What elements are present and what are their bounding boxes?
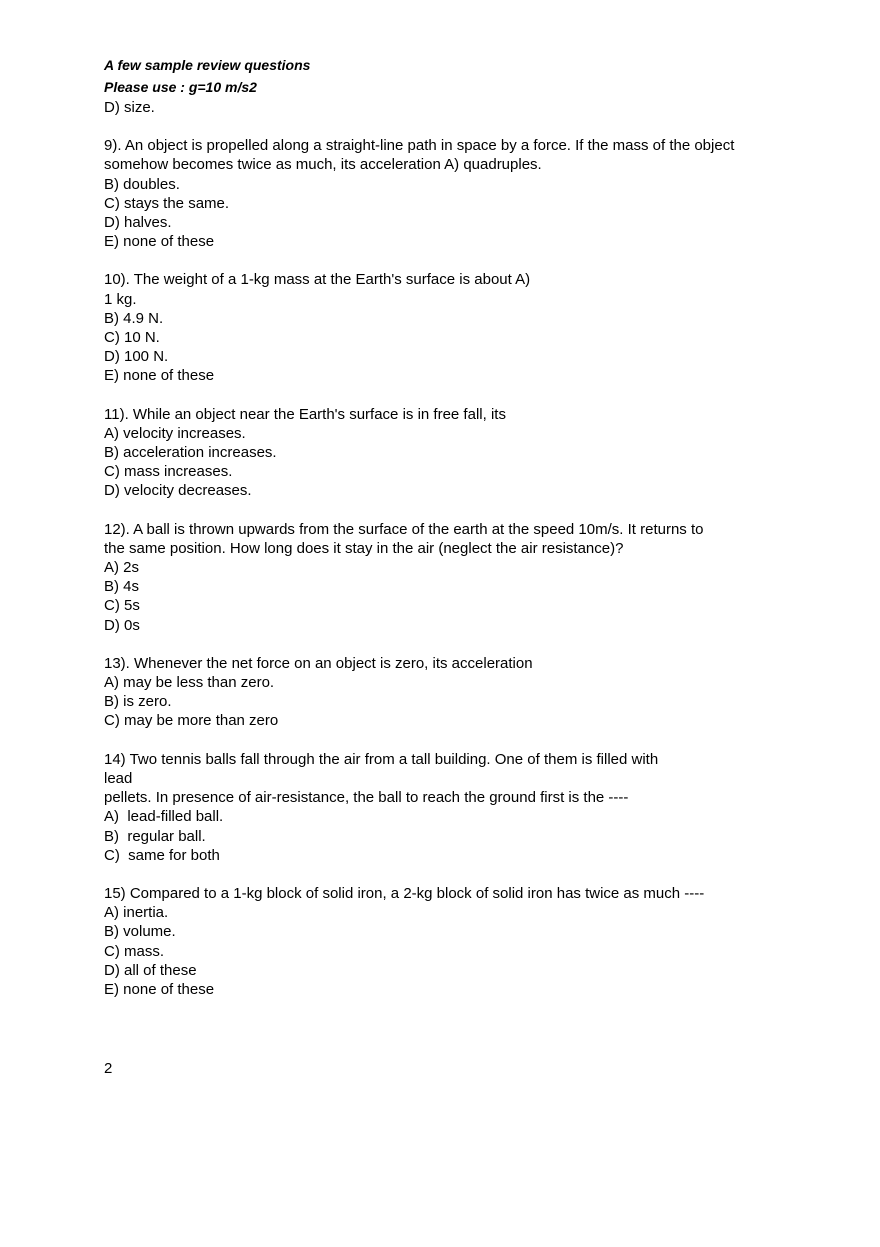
question-text: 14) Two tennis balls fall through the air from a tall building. One of them is filled with <box>104 750 659 768</box>
answer-option: 1 kg. <box>104 290 137 308</box>
answer-option: A) inertia. <box>104 904 169 922</box>
question-11 <box>104 405 804 501</box>
question-14 <box>104 750 804 865</box>
question-text: 11). While an object near the Earth's surface is in free fall, its <box>104 405 506 423</box>
page-header <box>104 54 804 98</box>
question-15 <box>104 884 804 999</box>
question-text: lead <box>104 769 133 787</box>
question-9 <box>104 136 804 251</box>
answer-option: B) doubles. <box>104 175 180 193</box>
document-page <box>104 54 804 999</box>
answer-option: D) 0s <box>104 616 140 634</box>
answer-option: C) same for both <box>104 846 220 864</box>
answer-option: C) 10 N. <box>104 329 160 347</box>
header-subtitle: Please use : g=10 m/s2 <box>104 79 257 95</box>
question-13 <box>104 654 804 731</box>
question-text: 13). Whenever the net force on an object is zero, its acceleration <box>104 654 533 672</box>
answer-option: B) acceleration increases. <box>104 444 277 462</box>
question-text: 10). The weight of a 1-kg mass at the Earth's surface is about A) <box>104 271 531 289</box>
answer-option: C) may be more than zero <box>104 712 279 730</box>
answer-option: A) may be less than zero. <box>104 674 275 692</box>
answer-option: D) 100 N. <box>104 348 169 366</box>
question-text: 9). An object is propelled along a straight-line path in space by a force. If the mass of the object <box>104 137 735 155</box>
answer-option: B) regular ball. <box>104 827 206 845</box>
question-text: 15) Compared to a 1-kg block of solid iron, a 2-kg block of solid iron has twice as much ---- <box>104 884 705 902</box>
answer-option: C) mass increases. <box>104 463 233 481</box>
answer-option: E) none of these <box>104 980 215 998</box>
question-text: 12). A ball is thrown upwards from the surface of the earth at the speed 10m/s. It returns to <box>104 520 704 538</box>
question-text: pellets. In presence of air-resistance, the ball to reach the ground first is the ---- <box>104 789 629 807</box>
answer-option: C) stays the same. <box>104 194 230 212</box>
answer-option: B) 4.9 N. <box>104 309 164 327</box>
question-12 <box>104 520 804 635</box>
answer-option: B) is zero. <box>104 693 172 711</box>
answer-option: A) lead-filled ball. <box>104 808 224 826</box>
answer-option: D) all of these <box>104 961 197 979</box>
answer-option: B) volume. <box>104 923 176 941</box>
page-number: 2 <box>104 1060 113 1077</box>
question-text: the same position. How long does it stay in the air (neglect the air resistance)? <box>104 539 624 557</box>
answer-option: C) mass. <box>104 942 164 960</box>
answer-option: A) 2s <box>104 559 140 577</box>
answer-option: D) velocity decreases. <box>104 482 252 500</box>
header-title: A few sample review questions <box>104 57 311 73</box>
answer-option: E) none of these <box>104 367 215 385</box>
answer-option: C) 5s <box>104 597 140 615</box>
continuation-option: D) size. <box>104 99 155 116</box>
answer-option: D) halves. <box>104 214 172 232</box>
answer-option: A) velocity increases. <box>104 424 246 442</box>
answer-option: B) 4s <box>104 578 140 596</box>
question-text: somehow becomes twice as much, its acceleration A) quadruples. <box>104 156 542 174</box>
question-list <box>104 98 804 999</box>
question-10 <box>104 270 804 385</box>
answer-option: E) none of these <box>104 233 215 251</box>
